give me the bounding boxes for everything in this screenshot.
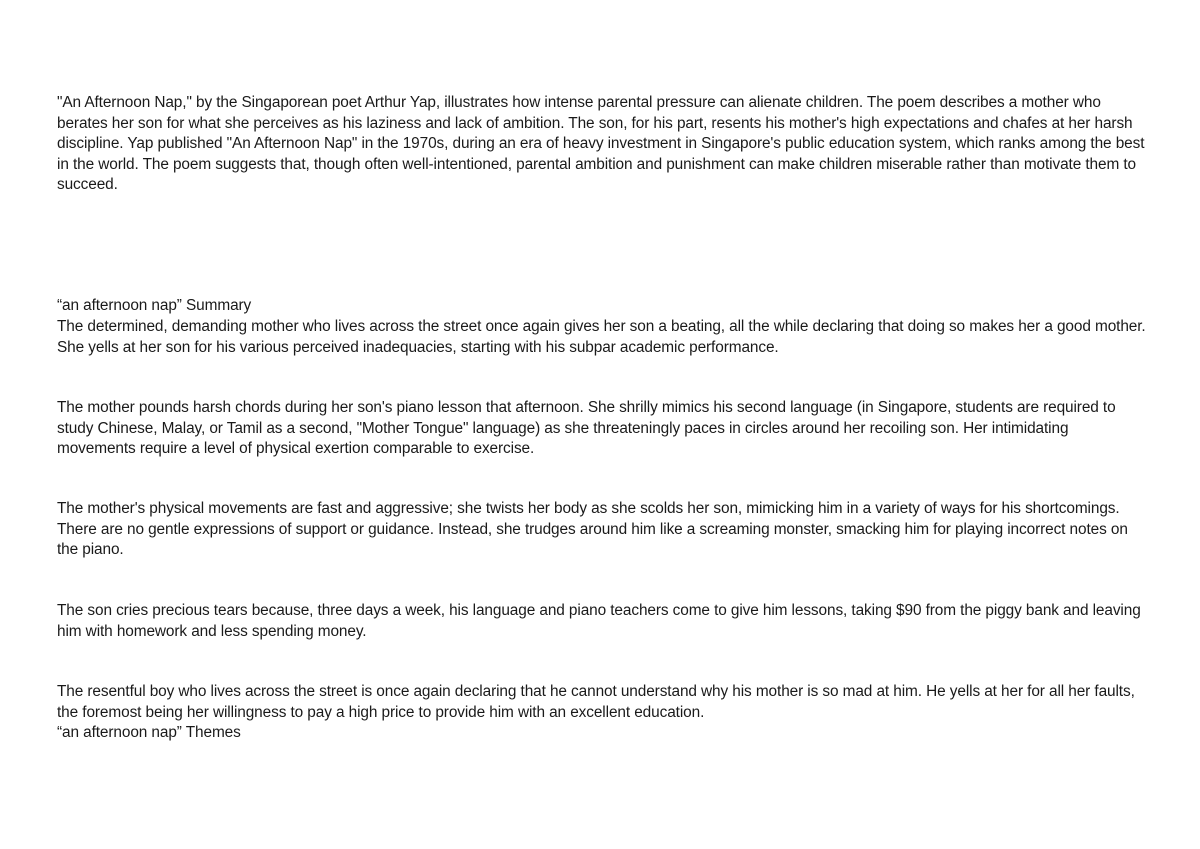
summary-paragraph-1: The determined, demanding mother who lives across the street once again gives her son a beating, all the while declaring that doing so makes her a good mother. She yells at her son for his various perceived inadequacies, starting with his subpar academic performance. [57, 318, 1146, 356]
summary-paragraph-5: The resentful boy who lives across the street is once again declaring that he cannot understand why his mother is so mad at him. He yells at her for all her faults, the foremost being her willingness to pay a high price to provide him with an excellent education. [57, 683, 1135, 721]
summary-paragraph-3: The mother's physical movements are fast and aggressive; she twists her body as she scolds her son, mimicking him in a variety of ways for his shortcomings. There are no gentle expressions of support or guidance. Instead, she trudges around him like a screaming monster, smacking him for playing incorrect notes on the piano. [57, 500, 1128, 558]
intro-paragraph: "An Afternoon Nap," by the Singaporean poet Arthur Yap, illustrates how intense parental pressure can alienate children. The poem describes a mother who berates her son for what she perceives as his laziness and lack of ambition. The son, for his part, resents his mother's high expectations and chafes at her harsh discipline. Yap published "An Afternoon Nap" in the 1970s, during an era of heavy investment in Singapore's public education system, which ranks among the best in the world. The poem suggests that, though often well-intentioned, parental ambition and punishment can make children miserable rather than motivate them to succeed. [57, 94, 1145, 193]
themes-heading: “an afternoon nap” Themes [57, 724, 241, 741]
summary-heading: “an afternoon nap” Summary [57, 297, 252, 314]
summary-paragraph-4: The son cries precious tears because, three days a week, his language and piano teachers come to give him lessons, taking $90 from the piggy bank and leaving him with homework and less spending money. [57, 602, 1141, 640]
summary-paragraph-2: The mother pounds harsh chords during her son's piano lesson that afternoon. She shrilly mimics his second language (in Singapore, students are required to study Chinese, Malay, or Tamil as a second, "Mother Tongue" language) as she threateningly paces in circles around her recoiling son. Her intimidating movements require a level of physical exertion comparable to exercise. [57, 399, 1116, 457]
